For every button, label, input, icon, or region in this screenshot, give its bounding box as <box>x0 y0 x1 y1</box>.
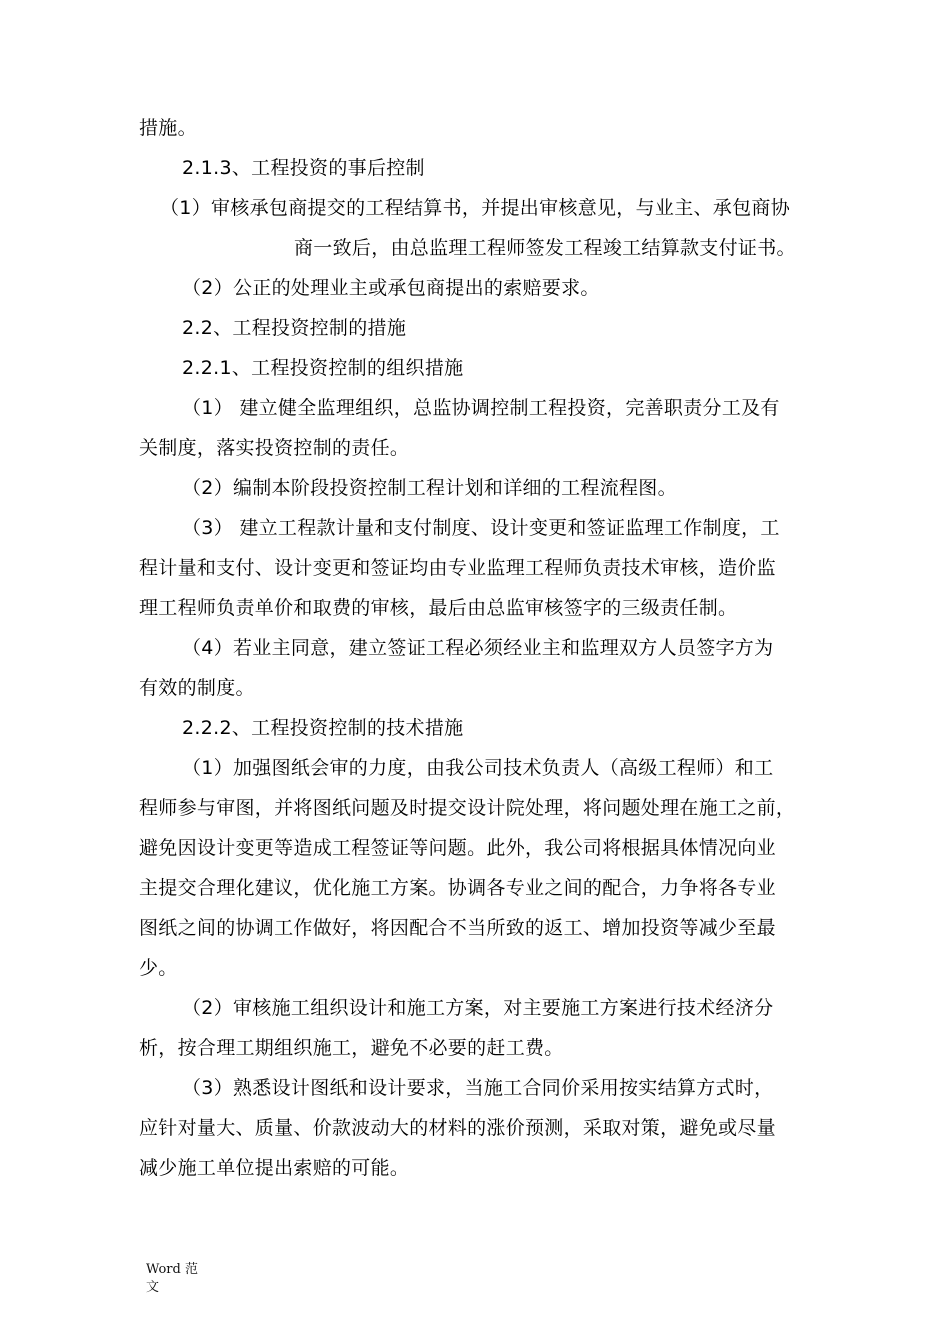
section-heading: 2.2.1、工程投资控制的组织措施 <box>182 357 464 379</box>
paragraph-line: 图纸之间的协调工作做好，将因配合不当所致的返工、增加投资等减少至最 <box>139 917 776 939</box>
paragraph-line: （2）审核施工组织设计和施工方案，对主要施工方案进行技术经济分 <box>182 997 774 1019</box>
paragraph-line: 关制度，落实投资控制的责任。 <box>139 437 410 459</box>
paragraph-line: （4）若业主同意，建立签证工程必须经业主和监理双方人员签字方为 <box>182 637 774 659</box>
paragraph-line: 程师参与审图，并将图纸问题及时提交设计院处理，将问题处理在施工之前， <box>139 797 796 819</box>
paragraph-line: （1） 建立健全监理组织，总监协调控制工程投资，完善职责分工及有 <box>182 397 780 419</box>
paragraph-line: 避免因设计变更等造成工程签证等问题。此外，我公司将根据具体情况向业 <box>139 837 776 859</box>
paragraph-line: 应针对量大、质量、价款波动大的材料的涨价预测，采取对策，避免或尽量 <box>139 1117 776 1139</box>
paragraph-line: 少。 <box>139 957 178 979</box>
paragraph-line: （1）加强图纸会审的力度，由我公司技术负责人（高级工程师）和工 <box>182 757 774 779</box>
footer-line-1: Word 范 <box>146 1262 198 1277</box>
paragraph-line: 析，按合理工期组织施工，避免不必要的赶工费。 <box>139 1037 564 1059</box>
paragraph-line: （3）熟悉设计图纸和设计要求，当施工合同价采用按实结算方式时， <box>182 1077 774 1099</box>
paragraph-line: 减少施工单位提出索赔的可能。 <box>139 1157 410 1179</box>
paragraph-line: （3） 建立工程款计量和支付制度、设计变更和签证监理工作制度，工 <box>182 517 780 539</box>
paragraph-line: 措施。 <box>139 117 197 139</box>
paragraph-line: （1）审核承包商提交的工程结算书，并提出审核意见，与业主、承包商协 <box>160 197 790 219</box>
paragraph-line: 商一致后，由总监理工程师签发工程竣工结算款支付证书。 <box>294 237 796 259</box>
section-heading: 2.2、工程投资控制的措施 <box>182 317 407 339</box>
paragraph-line: （2）公正的处理业主或承包商提出的索赔要求。 <box>182 277 600 299</box>
paragraph-line: 程计量和支付、设计变更和签证均由专业监理工程师负责技术审核，造价监 <box>139 557 776 579</box>
section-heading: 2.1.3、工程投资的事后控制 <box>182 157 425 179</box>
paragraph-line: 有效的制度。 <box>139 677 255 699</box>
section-heading: 2.2.2、工程投资控制的技术措施 <box>182 717 464 739</box>
paragraph-line: （2）编制本阶段投资控制工程计划和详细的工程流程图。 <box>182 477 677 499</box>
paragraph-line: 主提交合理化建议，优化施工方案。协调各专业之间的配合，力争将各专业 <box>139 877 776 899</box>
paragraph-line: 理工程师负责单价和取费的审核，最后由总监审核签字的三级责任制。 <box>139 597 738 619</box>
footer-line-2: 文 <box>146 1280 160 1295</box>
